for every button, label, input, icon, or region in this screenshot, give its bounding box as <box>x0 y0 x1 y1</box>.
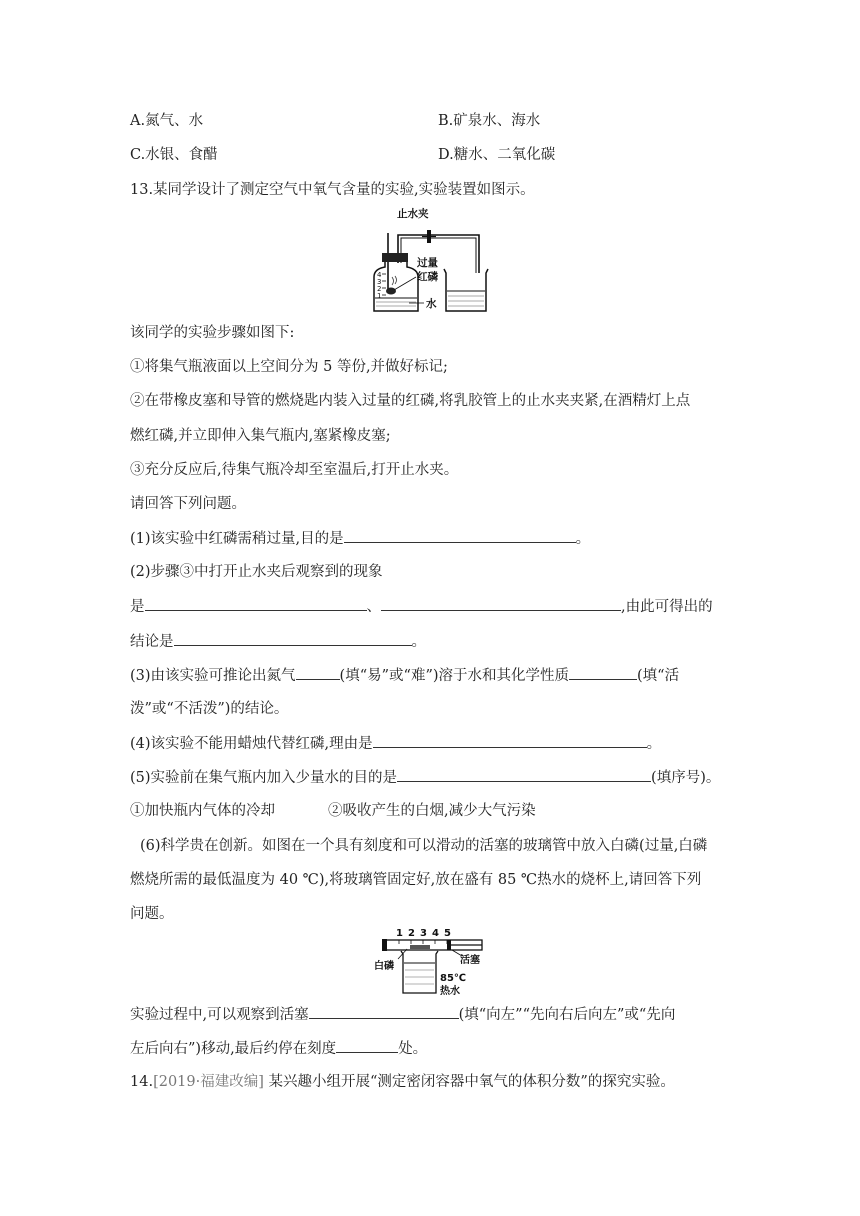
tube-scale-2: 2 <box>408 928 415 939</box>
answer-blank-2a[interactable] <box>145 596 367 611</box>
hot-water-label: 热水 <box>440 986 460 997</box>
tube-scale-1: 1 <box>396 928 403 939</box>
part-3-line-1 <box>130 665 679 686</box>
question-13-stem: 13.某同学设计了测定空气中氧气含量的实验,实验装置如图示。 <box>130 182 535 198</box>
part-2-line-3 <box>130 631 426 652</box>
option-c: C.水银、食醋 <box>130 147 218 163</box>
water-label: 水 <box>426 298 437 310</box>
part-2-text-a: 是 <box>130 599 145 615</box>
glass-tube-figure <box>372 925 492 997</box>
scale-3: 3 <box>377 278 382 286</box>
part-6-line-1: (6)科学贵在创新。如图在一个具有刻度和可以滑动的活塞的玻璃管中放入白磷(过量,白磷 <box>140 838 708 854</box>
part-2-line-1: (2)步骤③中打开止水夹后观察到的现象 <box>130 564 383 580</box>
part-6-text-a: 实验过程中,可以观察到活塞 <box>130 1007 309 1023</box>
step-2-line-2: 燃红磷,并立即伸入集气瓶内,塞紧橡皮塞; <box>130 428 391 444</box>
part-6-line-3: 问题。 <box>130 906 174 922</box>
stopper-icon <box>382 253 408 262</box>
part-6-line-2: 燃烧所需的最低温度为 40 ℃),将玻璃管固定好,放在盛有 85 ℃热水的烧杯上,请回答下列 <box>130 872 702 888</box>
part-4 <box>130 733 661 754</box>
part-3-text-a: (3)由该实验可推论出氮气 <box>130 668 296 684</box>
phosphorus-label-2: 红磷 <box>417 271 438 283</box>
part-1-text: (1)该实验中红磷需稍过量,目的是 <box>130 531 344 547</box>
answer-blank-4[interactable] <box>373 733 647 748</box>
step-2-line-1: ②在带橡皮塞和导管的燃烧匙内装入过量的红磷,将乳胶管上的止水夹夹紧,在酒精灯上点 <box>130 393 691 409</box>
tube-cap-icon <box>382 939 387 951</box>
piston-icon <box>447 940 451 950</box>
answer-blank-3a[interactable] <box>296 665 340 680</box>
step-3: ③充分反应后,待集气瓶冷却至室温后,打开止水夹。 <box>130 462 459 478</box>
tube-scale-4: 4 <box>432 928 439 939</box>
steps-intro: 该同学的实验步骤如图下: <box>130 325 295 341</box>
option-a: A.氮气、水 <box>130 113 204 129</box>
clamp-label: 止水夹 <box>397 208 429 220</box>
tube-scale-3: 3 <box>420 928 427 939</box>
question-14 <box>130 1072 675 1092</box>
option-d: D.糖水、二氧化碳 <box>438 147 556 163</box>
scale-1: 1 <box>377 292 382 300</box>
answer-blank-6b[interactable] <box>336 1038 398 1053</box>
prompt: 请回答下列问题。 <box>130 496 246 512</box>
part-4-text: (4)该实验不能用蜡烛代替红磷,理由是 <box>130 736 373 752</box>
white-phosphorus-icon <box>410 945 430 949</box>
part-5 <box>130 767 720 788</box>
answer-blank-5[interactable] <box>397 767 651 782</box>
part-5-option-2: ②吸收产生的白烟,减少大气污染 <box>328 803 536 819</box>
answer-blank-2c[interactable] <box>174 631 412 646</box>
scale-4: 4 <box>377 271 382 279</box>
part-5-option-1: ①加快瓶内气体的冷却 <box>130 803 275 819</box>
piston-label: 活塞 <box>460 955 480 966</box>
part-6-text-b: (填“向左”“先向右后向左”或“先向 <box>458 1007 676 1023</box>
question-14-text: 某兴趣小组开展“测定密闭容器中氧气的体积分数”的探究实验。 <box>263 1074 675 1090</box>
answer-blank-6a[interactable] <box>309 1004 459 1019</box>
temp-label: 85℃ <box>440 973 467 984</box>
part-2-line-2 <box>130 596 713 617</box>
part-1 <box>130 528 590 549</box>
part-6-observation-2 <box>130 1038 427 1059</box>
step-1: ①将集气瓶液面以上空间分为 5 等份,并做好标记; <box>130 359 448 375</box>
part-2-sep: 、 <box>366 599 381 615</box>
part-3-text-c: (填“活 <box>637 668 680 684</box>
part-2-text-d: 。 <box>411 634 426 650</box>
part-2-text-c: 结论是 <box>130 634 174 650</box>
part-4-end: 。 <box>646 736 662 752</box>
phosphorus-label: 白磷 <box>374 961 394 972</box>
part-6-text-d: 处。 <box>398 1041 428 1057</box>
question-14-number: 14. <box>130 1074 154 1090</box>
answer-blank-2b[interactable] <box>381 596 621 611</box>
part-3-text-b: (填“易”或“难”)溶于水和其化学性质 <box>339 668 570 684</box>
part-5-text: (5)实验前在集气瓶内加入少量水的目的是 <box>130 770 398 786</box>
answer-blank-1[interactable] <box>344 528 576 543</box>
part-6-text-c: 左后向右”)移动,最后约停在刻度 <box>130 1041 337 1057</box>
phosphorus-label-1: 过量 <box>417 257 438 269</box>
phosphorus-icon <box>386 288 396 295</box>
part-5-end: (填序号)。 <box>651 770 721 786</box>
question-14-source: [2019·福建改编] <box>153 1074 264 1090</box>
part-3-line-2: 泼”或“不活泼”)的结论。 <box>130 701 289 717</box>
tube-scale-5: 5 <box>444 928 451 939</box>
scale-2: 2 <box>377 285 382 293</box>
part-6-observation-1 <box>130 1004 675 1025</box>
apparatus-figure <box>364 205 494 317</box>
answer-blank-3b[interactable] <box>569 665 637 680</box>
option-b: B.矿泉水、海水 <box>438 113 541 129</box>
part-1-end: 。 <box>575 531 591 547</box>
part-2-text-b: ,由此可得出的 <box>621 599 713 615</box>
